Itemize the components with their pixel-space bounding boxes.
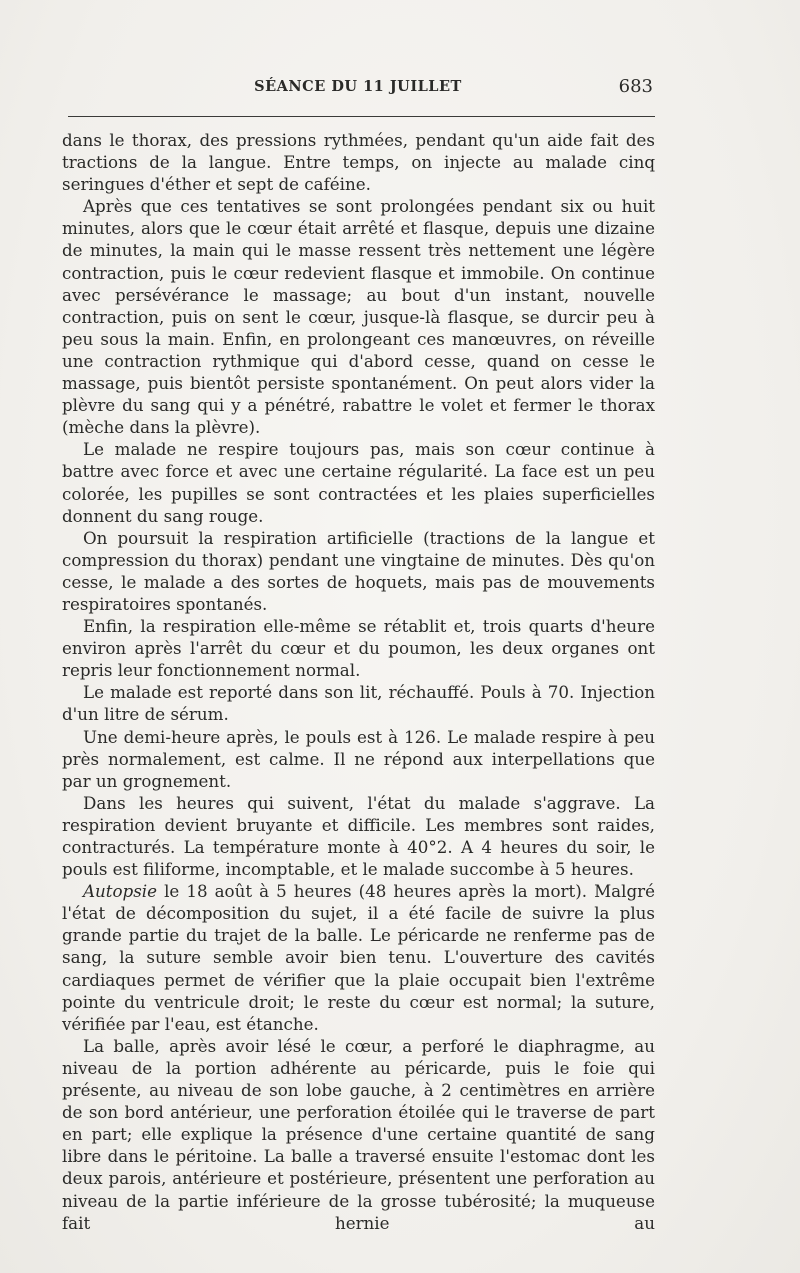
paragraph-10-text: La balle, après avoir lésé le cœur, a perforé le diaphragme, au niveau de la portion adhérente au péricarde, puis le foie qui présente, au niveau de son lobe gauche, à 2 centimètres en arrière de son bord antérieur, une perforation étoilée qui le traverse de part en part; elle explique la présence d'une certaine quantité de sang libre dans le péritoine. La balle a traversé ensuite l'estomac dont les deux parois, antérieure et postérieure, présentent une perforation au niveau de la partie inférieure de la grosse tubérosité; la muqueuse fait hernie au xyxy=(62,1035,655,1233)
paragraph-8 xyxy=(62,792,655,880)
paragraph-1 xyxy=(62,129,655,195)
page-number: 683 xyxy=(618,76,653,97)
paragraph-3-text: Le malade ne respire toujours pas, mais son cœur continue à battre avec force et avec une certaine régularité. La face est un peu colorée, les pupilles se sont contractées et les plaies superficielles donnent du sang rouge. xyxy=(62,439,655,526)
paragraph-7-text: Une demi-heure après, le pouls est à 126. Le malade respire à peu près normalement, est calme. Il ne répond aux interpellations que par un grognement. xyxy=(62,726,655,791)
paragraph-6 xyxy=(62,681,655,725)
paragraph-1-text: dans le thorax, des pressions rythmées, pendant qu'un aide fait des tractions de la langue. Entre temps, on injecte au malade cinq seringues d'éther et sept de caféine. xyxy=(62,130,655,195)
paragraph-6-text: Le malade est reporté dans son lit, réchauffé. Pouls à 70. Injection d'un litre de sérum. xyxy=(62,682,655,725)
body-text xyxy=(62,129,655,1234)
paragraph-5 xyxy=(62,615,655,681)
running-head: SÉANCE DU 11 JUILLET xyxy=(254,78,462,95)
paragraph-2-text: Après que ces tentatives se sont prolongées pendant six ou huit minutes, alors que le cœur était arrêté et flasque, depuis une dizaine de minutes, la main qui le masse ressent très nettement une légère contraction, puis le cœur redevient flasque et immobile. On continue avec persévérance le massage; au bout d'un instant, nouvelle contraction, puis on sent le cœur, jusque-là flasque, se durcir peu à peu sous la main. Enfin, en prolongeant ces manœuvres, on réveille une contraction rythmique qui d'abord cesse, quand on cesse le massage, puis bientôt persiste spontanément. On peut alors vider la plèvre du sang qui y a pénétré, rabattre le volet et fermer le thorax (mèche dans la plèvre). xyxy=(62,196,655,438)
autopsie-lead: Autopsie xyxy=(83,881,158,902)
paragraph-9-text: le 18 août à 5 heures (48 heures après la mort). Malgré l'état de décomposition du sujet, il a été facile de suivre la plus grande partie du trajet de la balle. Le péricarde ne renferme pas de sang, la suture semble avoir bien tenu. L'ouverture des cavités cardiaques permet de vérifier que la plaie occupait bien l'extrême pointe du ventricule droit; le reste du cœur est normal; la suture, vérifiée par l'eau, est étanche. xyxy=(62,881,655,1034)
paragraph-5-text: Enfin, la respiration elle-même se rétablit et, trois quarts d'heure environ après l'arrêt du cœur et du poumon, les deux organes ont repris leur fonctionnement normal. xyxy=(62,616,655,681)
paragraph-4-text: On poursuit la respiration artificielle (tractions de la langue et compression du thorax) pendant une vingtaine de minutes. Dès qu'on cesse, le malade a des sortes de hoquets, mais pas de mouvements respiratoires spontanés. xyxy=(62,527,655,614)
paragraph-8-text: Dans les heures qui suivent, l'état du malade s'aggrave. La respiration devient bruyante et difficile. Les membres sont raides, contracturés. La température monte à 40°2. A 4 heures du soir, le pouls est filiforme, incomptable, et le malade succombe à 5 heures. xyxy=(62,792,655,880)
paragraph-7 xyxy=(62,726,655,792)
page-header xyxy=(63,78,653,100)
paragraph-9 xyxy=(62,880,655,1035)
paragraph-4 xyxy=(62,527,655,615)
paragraph-2 xyxy=(62,195,655,438)
header-rule xyxy=(68,116,655,117)
paragraph-10 xyxy=(62,1035,655,1234)
paragraph-3 xyxy=(62,438,655,526)
